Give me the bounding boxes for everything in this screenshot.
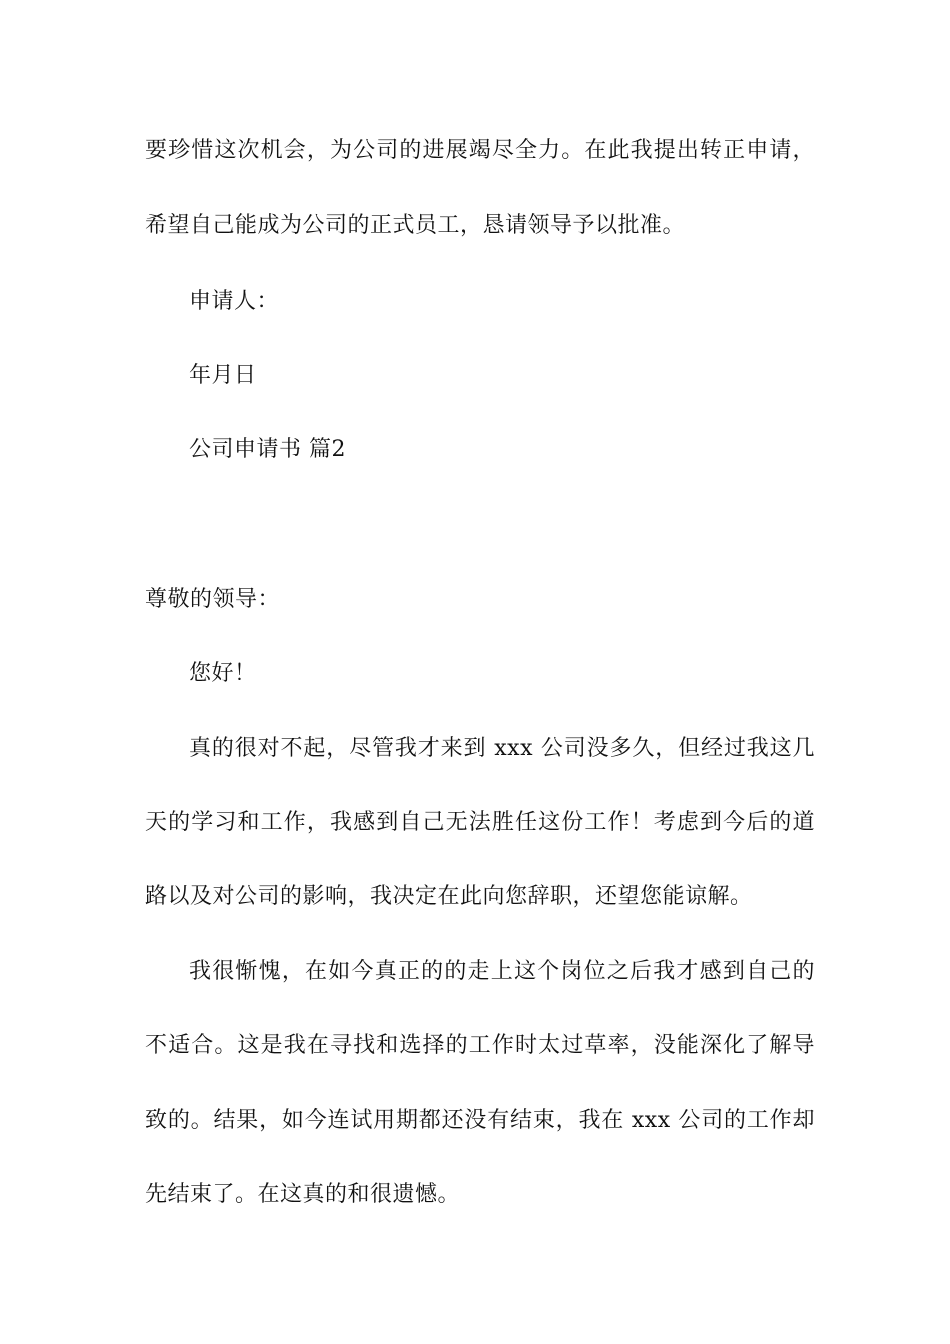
- section-heading: 公司申请书 篇2: [189, 437, 346, 462]
- applicant-label: 申请人：: [189, 289, 280, 314]
- paragraph-line: 路以及对公司的影响，我决定在此向您辞职，还望您能谅解。: [145, 884, 753, 909]
- paragraph-line: 先结束了。在这真的和很遗憾。: [145, 1182, 461, 1207]
- salutation: 尊敬的领导：: [145, 587, 281, 612]
- paragraph-line: 希望自己能成为公司的正式员工，恳请领导予以批准。: [145, 213, 686, 238]
- paragraph-line: 我很惭愧，在如今真正的的走上这个岗位之后我才感到自己的: [189, 959, 815, 984]
- date-label: 年月日: [189, 363, 257, 388]
- greeting: 您好！: [189, 661, 257, 686]
- paragraph-line: 致的。结果，如今连试用期都还没有结束，我在 xxx 公司的工作却: [145, 1108, 815, 1133]
- paragraph-line: 不适合。这是我在寻找和选择的工作时太过草率，没能深化了解导: [145, 1033, 815, 1058]
- paragraph-line: 真的很对不起，尽管我才来到 xxx 公司没多久，但经过我这几: [189, 736, 815, 761]
- paragraph-line: 要珍惜这次机会，为公司的进展竭尽全力。在此我提出转正申请，: [145, 138, 815, 163]
- paragraph-line: 天的学习和工作，我感到自己无法胜任这份工作！考虑到今后的道: [145, 810, 815, 835]
